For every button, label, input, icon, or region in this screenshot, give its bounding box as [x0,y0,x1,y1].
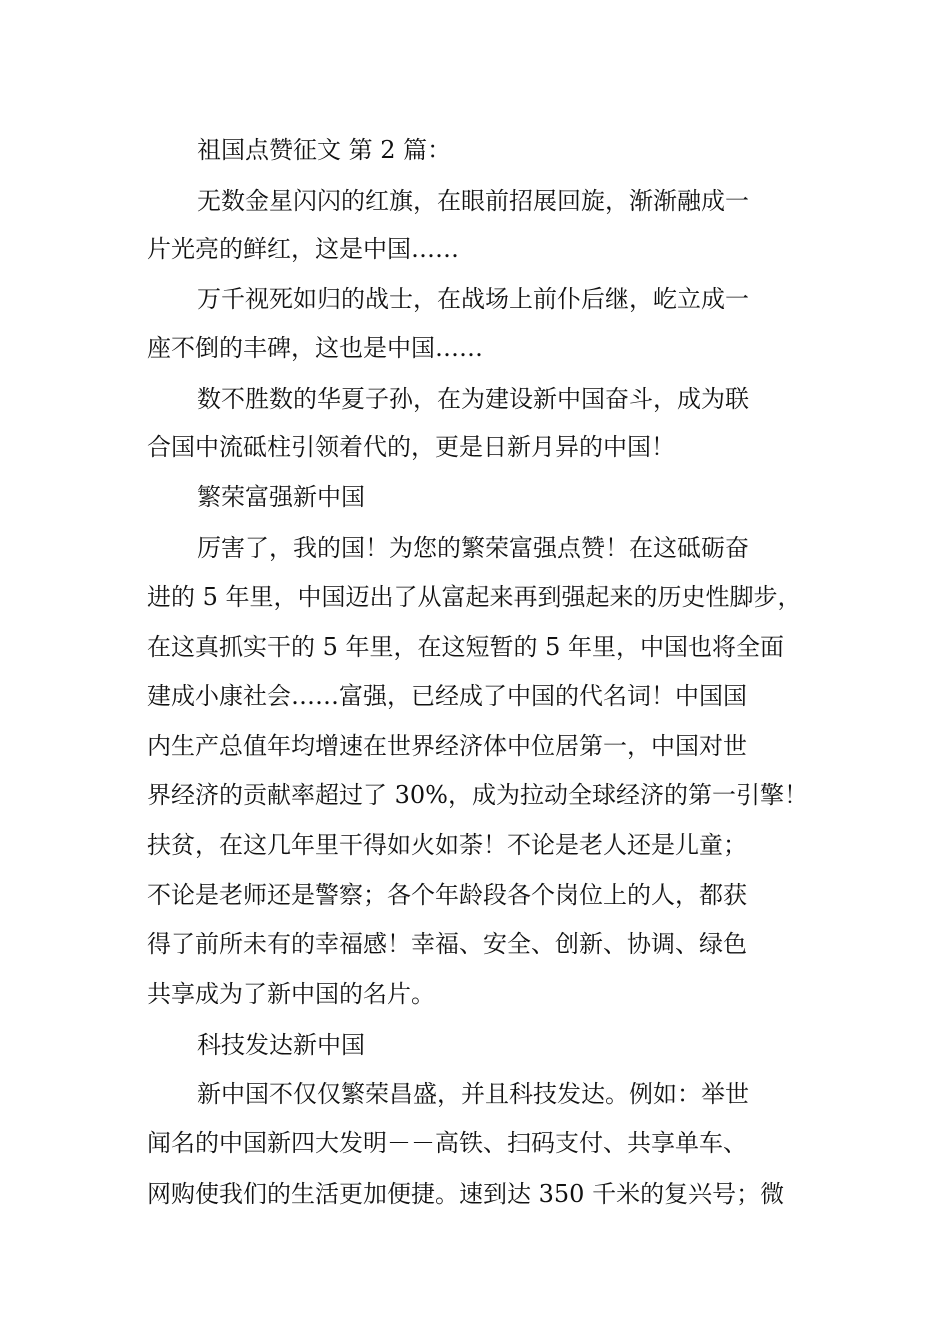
paragraph-line: 万千视死如归的战士，在战场上前仆后继，屹立成一 [197,285,749,313]
paragraph-line: 网购使我们的生活更加便捷。速到达 350 千米的复兴号；微 [147,1180,785,1208]
paragraph-line: 建成小康社会……富强，已经成了中国的代名词！中国国 [147,682,747,710]
paragraph-line: 共享成为了新中国的名片。 [147,980,435,1008]
paragraph-line: 片光亮的鲜红，这是中国…… [147,235,459,263]
paragraph-line: 厉害了，我的国！为您的繁荣富强点赞！在这砥砺奋 [197,534,749,562]
paragraph-line: 内生产总值年均增速在世界经济体中位居第一，中国对世 [147,732,747,760]
paragraph-line: 进的 5 年里，中国迈出了从富起来再到强起来的历史性脚步， [147,583,802,611]
paragraph-line: 扶贫，在这几年里干得如火如荼！不论是老人还是儿童； [147,831,747,859]
paragraph-line: 座不倒的丰碑，这也是中国…… [147,334,483,362]
section-heading: 繁荣富强新中国 [197,483,365,511]
paragraph-line: 闻名的中国新四大发明－－高铁、扫码支付、共享单车、 [147,1129,747,1157]
paragraph-line: 界经济的贡献率超过了 30%，成为拉动全球经济的第一引擎！ [147,781,808,809]
paragraph-line: 得了前所未有的幸福感！幸福、安全、创新、协调、绿色 [147,930,747,958]
paragraph-line: 数不胜数的华夏子孙，在为建设新中国奋斗，成为联 [197,385,749,413]
paragraph-line: 无数金星闪闪的红旗，在眼前招展回旋，渐渐融成一 [197,187,749,215]
paragraph-line: 合国中流砥柱引领着代的，更是日新月异的中国！ [147,433,675,461]
paragraph-line: 不论是老师还是警察；各个年龄段各个岗位上的人，都获 [147,881,747,909]
paragraph-line: 在这真抓实干的 5 年里，在这短暂的 5 年里，中国也将全面 [147,633,785,661]
section-heading: 科技发达新中国 [197,1031,365,1059]
paragraph-line: 新中国不仅仅繁荣昌盛，并且科技发达。例如：举世 [197,1080,749,1108]
article-heading: 祖国点赞征文 第 2 篇： [197,136,452,164]
